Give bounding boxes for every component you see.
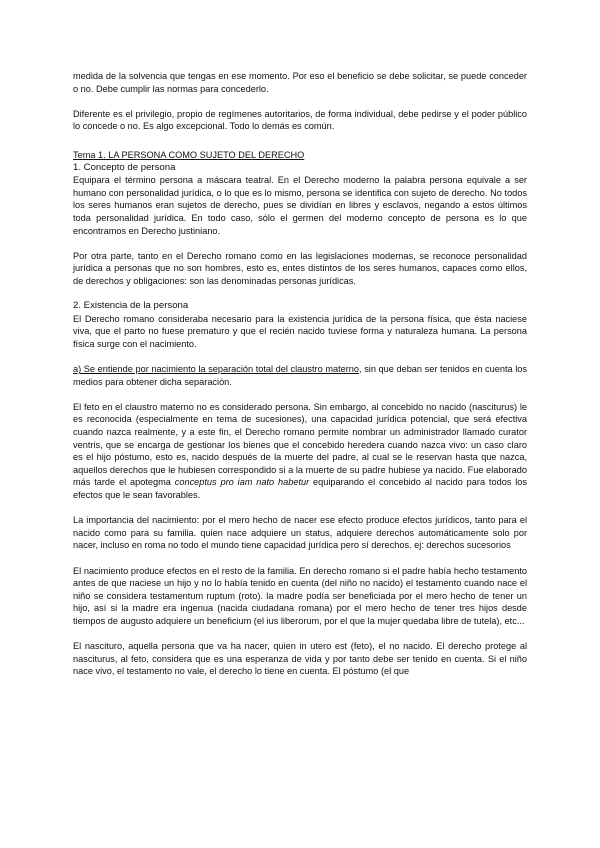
feto-end: equiparando el concebido al nacido para todos los efectos que le sean favorables. [73, 477, 527, 500]
paragraph-nacimiento [73, 363, 527, 388]
nacimiento-underlined: a) Se entiende por nacimiento la separación total del claustro materno [73, 364, 360, 375]
paragraph-importancia-nacimiento: La importancia del nacimiento: por el mero hecho de nacer ese efecto produce efectos jurídicos, tanto para el nacido como para su familia. quien nace adquiere un status, adquiere derechos automáticamente solo por nacer, incluso en roma no todo el mundo tiene capacidad jurídica pero sí derechos. ej: derechos sucesorios [73, 515, 527, 551]
paragraph-nasciturus: El nasciturо, aquella persona que va ha nacer, quien in utero est (feto), el no nacido. El derecho protege al nasciturus, al feto, considera que es una esperanza de vida y por tanto debe ser tenido en cuenta. Si el niño nace vivo, el testamento no vale, el derecho lo tiene en cuenta. El póstumo (el que [73, 641, 527, 677]
tema-title: Tema 1. LA PERSONA COMO SUJETO DEL DERECHO [73, 149, 305, 160]
paragraph-feto [73, 401, 527, 502]
section-2-title: 2. Existencia de la persona [73, 300, 189, 312]
paragraph-existencia: El Derecho romano consideraba necesario para la existencia jurídica de la persona física, que ésta naciese viva, que el parto no fuese prematuro y que el recién nacido tuviese forma y naturaleza humana. La persona física surge con el nacimiento. [73, 313, 527, 349]
paragraph-concepto-persona: Equipara el término persona a máscara teatral. En el Derecho moderno la palabra persona equivale a ser humano con personalidad jurídica, o lo que es lo mismo, persona se identifica con sujeto de derecho. No todos los seres humanos eran sujetos de derecho, pues se dividían en libres y esclavos, negando a estos últimos toda personalidad jurídica. En todo caso, sólo el germen del moderno concepto de persona es lo que encontramos en Derecho justiniano. [73, 175, 527, 236]
paragraph-privilegio: Diferente es el privilegio, propio de regímenes autoritarios, de forma individual, debe pedirse y el poder público lo concede o no. Es algo excepcional. Todo lo demás es común. [73, 108, 527, 132]
section-1-title: 1. Concepto de persona [73, 161, 176, 173]
tema-heading-block [73, 149, 527, 174]
nacimiento-rest: , sin que deban ser tenidos en cuenta los medios para obtener dicha separación. [73, 364, 527, 387]
apotegma-italic: conceptus pro iam nato habetur [174, 477, 310, 488]
document-page [73, 70, 527, 691]
paragraph-solvencia: medida de la solvencia que tengas en ese momento. Por eso el beneficio se debe solicitar, se puede conceder o no. Debe cumplir las normas para concederlo. [73, 71, 527, 94]
paragraph-efectos-familia: El nacimiento produce efectos en el resto de la familia. En derecho romano si el padre había hecho testamento antes de que naciese un hijo y no lo había tenido en cuenta (del niño no nacido) el testamento cuando nace el niño se considera testamentum ruptum (roto). la madre podía ser beneficiada por el mero hecho de tener un hijo, así si la madre era ingenua (nacida ciudadana romana) por el mero hecho de tener tres hijos desde tiempos de augusto adquiere un beneficium (el ius liberorum, por el que la mujer quedaba libre de tutela), etc... [73, 565, 527, 626]
paragraph-personas-juridicas: Por otra parte, tanto en el Derecho romano como en las legislaciones modernas, se reconoce personalidad jurídica a personas que no son hombres, esto es, entes distintos de los seres humanos, capaces como ellos, de derechos y obligaciones: son las denominadas personas jurídicas. [73, 250, 527, 286]
feto-main: El feto en el claustro materno no es considerado persona. Sin embargo, al concebido no nacido (nasciturus) le es reconocida (especialmente en tema de sucesiones), una capacidad jurídica potencial, que será efectiva cuando nazca realmente, y a este fin, el Derecho romano permite nombrar un administrador llamado curator ventris, que se encarga de gestionar los bienes que el concebido heredera cuando nazca vivo: un caso claro es el hijo póstumo, esto es, nacido después de la muerte del padre, al cual se le reservan hasta que nazca, aquellos derechos que le hubiesen correspondido si a la muerte de su padre hubiese ya nacido. Fue elaborado más tarde el apotegma [73, 401, 527, 488]
